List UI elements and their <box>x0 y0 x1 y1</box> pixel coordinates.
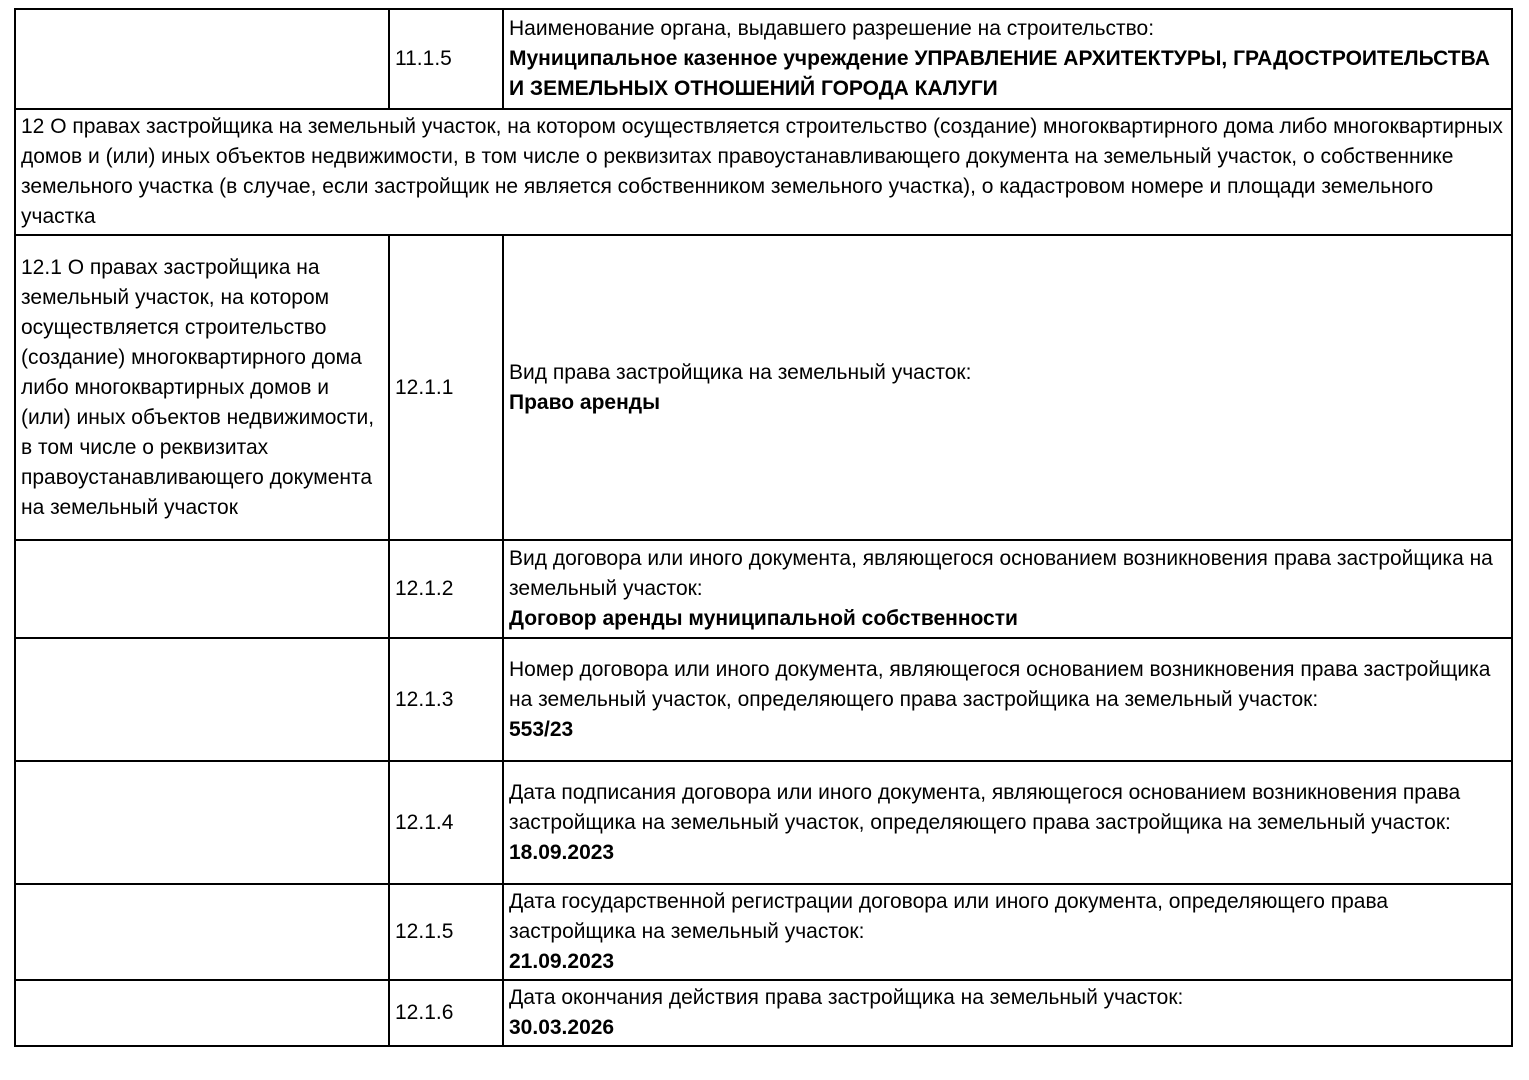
field-value: 30.03.2026 <box>509 1016 615 1039</box>
declaration-table <box>14 8 1513 1047</box>
row-number: 12.1.6 <box>389 980 503 1046</box>
table-row <box>15 761 1512 884</box>
table-row <box>15 109 1512 235</box>
empty-left-cell <box>15 980 389 1046</box>
empty-left-cell <box>15 884 389 980</box>
empty-left-cell <box>15 638 389 761</box>
table-row <box>15 638 1512 761</box>
row-number: 12.1.4 <box>389 761 503 884</box>
field-cell <box>503 884 1512 980</box>
table-row <box>15 980 1512 1046</box>
table-row <box>15 540 1512 638</box>
row-number: 12.1.1 <box>389 235 503 540</box>
field-value: Право аренды <box>509 390 661 414</box>
field-label: Вид договора или иного документа, являющегося основанием возникновения права застройщика на земельный участок: <box>509 547 1493 600</box>
row-number: 11.1.5 <box>389 9 503 109</box>
table-row <box>15 884 1512 980</box>
field-value: 21.09.2023 <box>509 950 615 973</box>
section-header: 12 О правах застройщика на земельный участок, на котором осуществляется строительство (создание) многоквартирного дома либо многоквартирных домов и (или) иных объектов недвижимости, в том числе о реквизитах правоустанавливающего документа на земельный участок, о собственнике земельного участка (в случае, если застройщик не является собственником земельного участка), о кадастровом номере и площади земельного участка <box>15 109 1512 235</box>
field-cell <box>503 540 1512 638</box>
field-value: Договор аренды муниципальной собственности <box>509 607 1018 630</box>
field-cell <box>503 761 1512 884</box>
field-cell <box>503 638 1512 761</box>
field-label: Вид права застройщика на земельный участок: <box>509 360 972 384</box>
table-row <box>15 9 1512 109</box>
empty-left-cell <box>15 9 389 109</box>
field-value: Муниципальное казенное учреждение УПРАВЛЕНИЕ АРХИТЕКТУРЫ, ГРАДОСТРОИТЕЛЬСТВА И ЗЕМЕЛЬНЫХ ОТНОШЕНИЙ ГОРОДА КАЛУГИ <box>509 47 1490 100</box>
table-row <box>15 235 1512 540</box>
field-cell <box>503 235 1512 540</box>
field-label: Дата государственной регистрации договора или иного документа, определяющего права застройщика на земельный участок: <box>509 890 1389 943</box>
row-number: 12.1.5 <box>389 884 503 980</box>
field-value: 18.09.2023 <box>509 840 615 864</box>
empty-left-cell <box>15 540 389 638</box>
row-number: 12.1.3 <box>389 638 503 761</box>
field-label: Дата окончания действия права застройщика на земельный участок: <box>509 986 1184 1009</box>
empty-left-cell <box>15 761 389 884</box>
field-label: Дата подписания договора или иного документа, являющегося основанием возникновения права застройщика на земельный участок, определяющего права застройщика на земельный участок: <box>509 780 1461 834</box>
field-label: Наименование органа, выдавшего разрешение на строительство: <box>509 17 1155 40</box>
field-value: 553/23 <box>509 717 574 741</box>
field-cell <box>503 980 1512 1046</box>
subsection-label: 12.1 О правах застройщика на земельный участок, на котором осуществляется строительство (создание) многоквартирного дома либо многоквартирных домов и (или) иных объектов недвижимости, в том числе о реквизитах правоустанавливающего документа на земельный участок <box>15 235 389 540</box>
row-number: 12.1.2 <box>389 540 503 638</box>
field-label: Номер договора или иного документа, являющегося основанием возникновения права застройщика на земельный участок, определяющего права застройщика на земельный участок: <box>509 657 1491 711</box>
field-cell <box>503 9 1512 109</box>
